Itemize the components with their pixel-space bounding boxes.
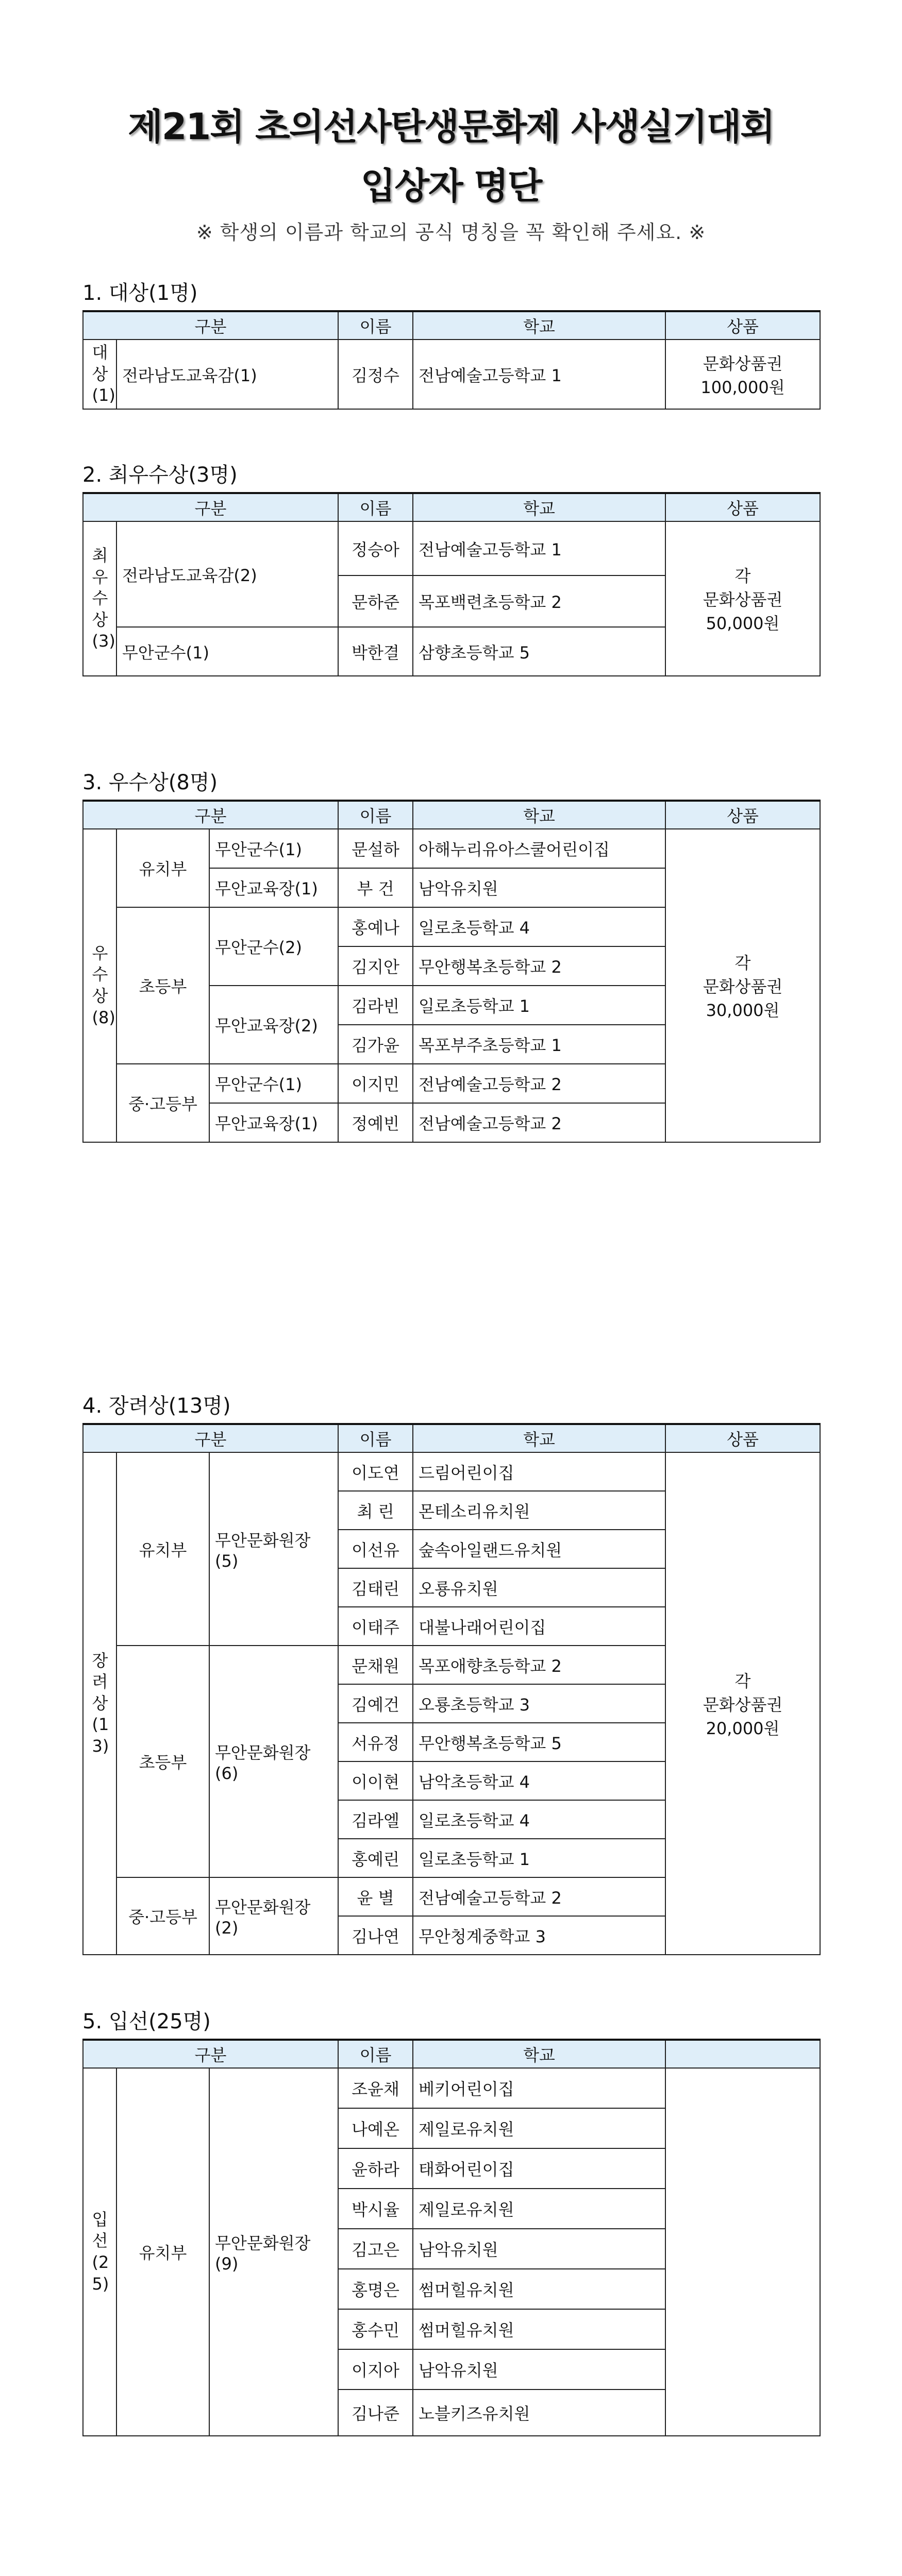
winner-name: 정예빈 [338, 1103, 413, 1142]
winner-name: 김라엘 [338, 1800, 413, 1839]
winner-school: 일로초등학교 4 [413, 1800, 665, 1839]
award-label: 장려상(13) [92, 1650, 109, 1756]
winner-school: 남악유치원 [413, 868, 665, 907]
winner-school: 썸머힐유치원 [413, 2309, 665, 2349]
winner-school: 목포부주초등학교 1 [413, 1025, 665, 1064]
division-elementary: 초등부 [116, 907, 209, 1064]
winner-school: 일로초등학교 1 [413, 986, 665, 1025]
winner-school: 남악초등학교 4 [413, 1761, 665, 1800]
section-heading-excellence: 2. 최우수상(3명) [82, 463, 238, 487]
header-prize: 상품 [665, 311, 820, 340]
winner-school: 숲속아일랜드유치원 [413, 1530, 665, 1568]
sponsor-cell: 무안문화원장(2) [209, 1877, 338, 1955]
winner-name: 최 린 [338, 1491, 413, 1530]
header-prize: 상품 [665, 493, 820, 521]
notice-text: ※ 학생의 이름과 학교의 공식 명칭을 꼭 확인해 주세요. ※ [196, 221, 706, 244]
winner-school: 썸머힐유치원 [413, 2269, 665, 2309]
prize-cell: 각 문화상품권 30,000원 [665, 829, 820, 1142]
header-category: 구분 [83, 2040, 338, 2068]
winner-school: 목포애향초등학교 2 [413, 1646, 665, 1684]
winner-school: 대불나래어린이집 [413, 1607, 665, 1646]
winner-name: 나예온 [338, 2108, 413, 2148]
sponsor-cell: 무안교육장(1) [209, 868, 338, 907]
prize-cell: 문화상품권 100,000원 [665, 340, 820, 409]
winner-name: 정승아 [338, 521, 413, 575]
winner-school: 노블키즈유치원 [413, 2389, 665, 2436]
header-category: 구분 [83, 493, 338, 521]
winner-school: 드림어린이집 [413, 1452, 665, 1491]
winner-name: 홍예린 [338, 1839, 413, 1877]
winner-school: 아해누리유아스쿨어린이집 [413, 829, 665, 868]
winner-name: 문채원 [338, 1646, 413, 1684]
division-kinder: 유치부 [116, 1452, 209, 1646]
encouragement-table [82, 1423, 821, 1955]
winner-name: 김정수 [338, 340, 413, 409]
winner-school: 오룡초등학교 3 [413, 1684, 665, 1723]
sponsor-cell: 무안교육장(1) [209, 1103, 338, 1142]
winner-name: 김태린 [338, 1568, 413, 1607]
header-school: 학교 [413, 2040, 665, 2068]
winner-name: 윤하라 [338, 2148, 413, 2189]
selected-table [82, 2039, 821, 2436]
winner-name: 김라빈 [338, 986, 413, 1025]
header-school: 학교 [413, 1424, 665, 1452]
document-subtitle: 입상자 명단 [360, 165, 542, 207]
header-name: 이름 [338, 801, 413, 829]
winner-school: 일로초등학교 4 [413, 907, 665, 946]
sponsor-cell: 무안교육장(2) [209, 986, 338, 1064]
sponsor-cell: 전라남도교육감(1) [116, 340, 338, 409]
winner-name: 이지민 [338, 1064, 413, 1103]
winner-name: 홍명은 [338, 2269, 413, 2309]
header-name: 이름 [338, 493, 413, 521]
winner-name: 부 건 [338, 868, 413, 907]
winner-name: 이이현 [338, 1761, 413, 1800]
sponsor-cell: 무안문화원장(6) [209, 1646, 338, 1877]
winner-name: 김예건 [338, 1684, 413, 1723]
winner-name: 박한결 [338, 627, 413, 676]
winner-name: 이지아 [338, 2349, 413, 2389]
excellence-table [82, 492, 821, 676]
winner-name: 윤 별 [338, 1877, 413, 1916]
document-title: 제21회 초의선사탄생문화제 사생실기대회 [128, 106, 774, 148]
winner-school: 오룡유치원 [413, 1568, 665, 1607]
winner-name: 이도연 [338, 1452, 413, 1491]
header-name: 이름 [338, 311, 413, 340]
winner-school: 베키어린이집 [413, 2068, 665, 2108]
sponsor-cell: 무안군수(1) [209, 829, 338, 868]
winner-school: 몬테소리유치원 [413, 1491, 665, 1530]
winner-name: 김나준 [338, 2389, 413, 2436]
table-row [83, 2068, 820, 2108]
section-heading-merit: 3. 우수상(8명) [82, 771, 218, 794]
merit-table [82, 800, 821, 1143]
section-heading-grand-prize: 1. 대상(1명) [82, 281, 198, 305]
winner-name: 서유정 [338, 1723, 413, 1761]
header-name: 이름 [338, 2040, 413, 2068]
sponsor-cell: 무안문화원장(9) [209, 2068, 338, 2436]
winner-school: 전남예술고등학교 1 [413, 521, 665, 575]
winner-name: 김가윤 [338, 1025, 413, 1064]
winner-name: 이태주 [338, 1607, 413, 1646]
award-label: 대상(1) [92, 343, 115, 405]
winner-school: 무안행복초등학교 2 [413, 946, 665, 986]
winner-name: 이선유 [338, 1530, 413, 1568]
award-label: 입선(25) [92, 2209, 109, 2294]
grand-prize-table [82, 310, 821, 410]
winner-school: 남악유치원 [413, 2349, 665, 2389]
winner-school: 남악유치원 [413, 2229, 665, 2269]
award-label: 최우수상(3) [92, 546, 115, 651]
winner-school: 태화어린이집 [413, 2148, 665, 2189]
award-label: 우수상(8) [92, 943, 115, 1027]
division-elementary: 초등부 [116, 1646, 209, 1877]
winner-name: 김지안 [338, 946, 413, 986]
division-kinder: 유치부 [116, 829, 209, 907]
table-row [83, 340, 820, 409]
table-row [83, 829, 820, 868]
header-school: 학교 [413, 311, 665, 340]
sponsor-cell: 무안문화원장(5) [209, 1452, 338, 1646]
winner-name: 박시율 [338, 2189, 413, 2229]
winner-name: 김나연 [338, 1916, 413, 1955]
winner-school: 전남예술고등학교 1 [413, 340, 665, 409]
table-row [83, 1452, 820, 1491]
winner-school: 전남예술고등학교 2 [413, 1103, 665, 1142]
winner-name: 문설하 [338, 829, 413, 868]
header-prize-empty [665, 2040, 820, 2068]
winner-name: 문하준 [338, 575, 413, 627]
prize-cell: 각 문화상품권 20,000원 [665, 1452, 820, 1955]
header-category: 구분 [83, 1424, 338, 1452]
header-school: 학교 [413, 801, 665, 829]
winner-school: 제일로유치원 [413, 2108, 665, 2148]
division-middle-high: 중·고등부 [116, 1064, 209, 1142]
header-name: 이름 [338, 1424, 413, 1452]
winner-name: 홍수민 [338, 2309, 413, 2349]
section-heading-encouragement: 4. 장려상(13명) [82, 1394, 231, 1418]
table-row [83, 521, 820, 575]
header-prize: 상품 [665, 1424, 820, 1452]
winner-school: 일로초등학교 1 [413, 1839, 665, 1877]
division-middle-high: 중·고등부 [116, 1877, 209, 1955]
winner-name: 김고은 [338, 2229, 413, 2269]
winner-school: 삼향초등학교 5 [413, 627, 665, 676]
prize-cell: 각 문화상품권 50,000원 [665, 521, 820, 676]
winner-school: 전남예술고등학교 2 [413, 1877, 665, 1916]
sponsor-cell: 전라남도교육감(2) [116, 521, 338, 627]
header-prize: 상품 [665, 801, 820, 829]
winner-name: 홍예나 [338, 907, 413, 946]
division-kinder: 유치부 [116, 2068, 209, 2436]
winner-school: 목포백련초등학교 2 [413, 575, 665, 627]
section-heading-selected: 5. 입선(25명) [82, 2010, 211, 2033]
winner-school: 전남예술고등학교 2 [413, 1064, 665, 1103]
sponsor-cell: 무안군수(1) [209, 1064, 338, 1103]
winner-school: 제일로유치원 [413, 2189, 665, 2229]
header-category: 구분 [83, 311, 338, 340]
header-category: 구분 [83, 801, 338, 829]
sponsor-cell: 무안군수(2) [209, 907, 338, 986]
header-school: 학교 [413, 493, 665, 521]
prize-cell-empty [665, 2068, 820, 2436]
winner-school: 무안청계중학교 3 [413, 1916, 665, 1955]
sponsor-cell: 무안군수(1) [116, 627, 338, 676]
winner-school: 무안행복초등학교 5 [413, 1723, 665, 1761]
winner-name: 조윤채 [338, 2068, 413, 2108]
